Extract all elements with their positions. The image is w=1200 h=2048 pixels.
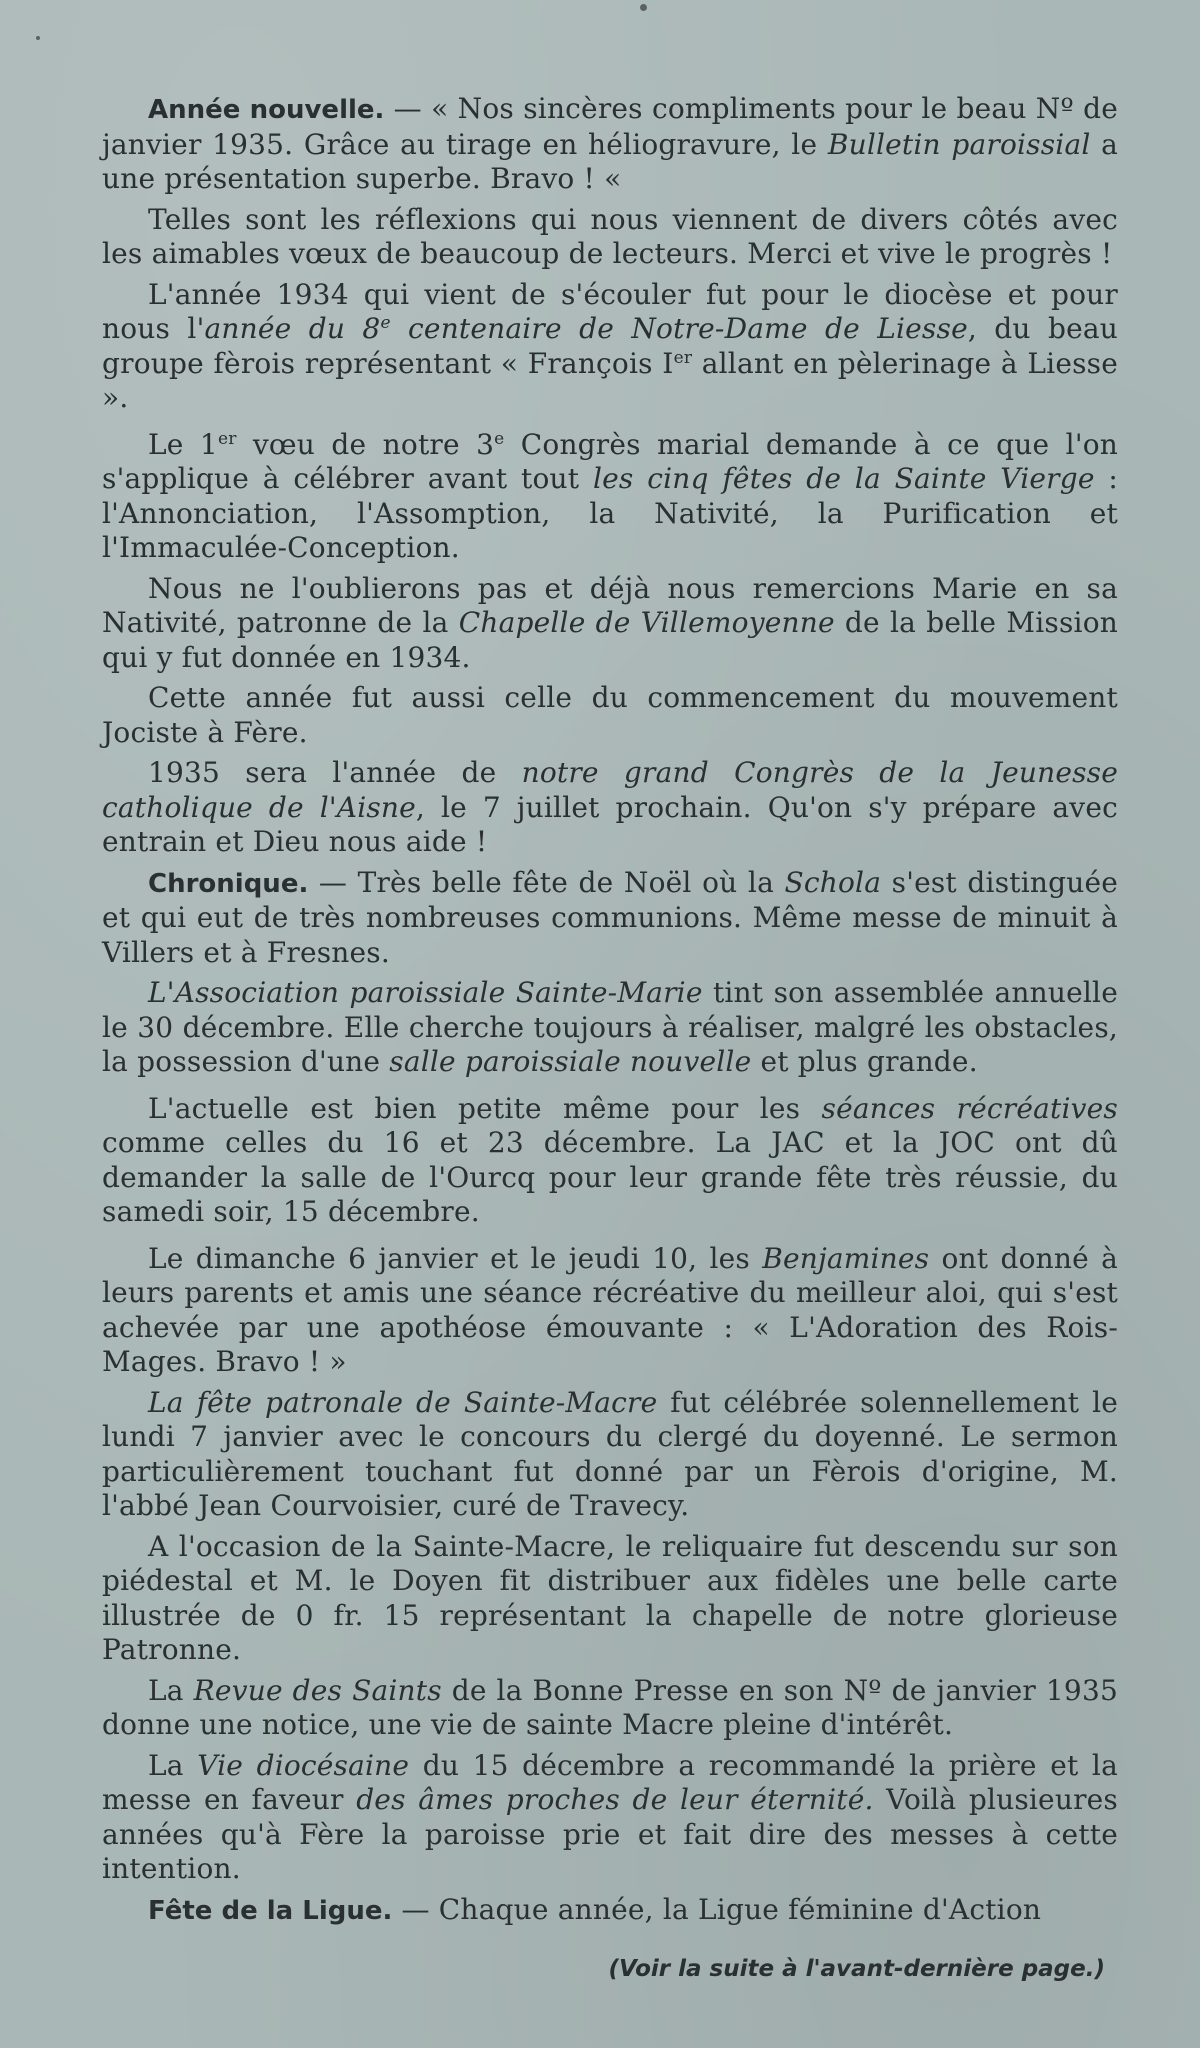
paragraph: La Vie diocésaine du 15 décembre a recommandé la prière et la messe en faveur des âmes proches de leur éternité. Voilà plusieures années qu'à Fère la paroisse prie et fait dire des messes à cette intention. [102,1748,1118,1885]
paragraph: La Revue des Saints de la Bonne Presse en son Nº de janvier 1935 donne une notice, une vie de sainte Macre pleine d'intérêt. [102,1673,1118,1741]
article-column [102,92,1118,1934]
paragraph: Fête de la Ligue. — Chaque année, la Ligue féminine d'Action [148,1892,1042,1926]
paragraph: La fête patronale de Sainte-Macre fut célébrée solennellement le lundi 7 janvier avec le concours du clergé du doyenné. Le sermon particulièrement touchant fut donné par un Fèrois d'origine, M. l'abbé Jean Courvoisier, curé de Travecy. [102,1385,1119,1522]
section-heading-chronique: Chronique. [148,868,309,899]
paragraph: Cette année fut aussi celle du commencement du mouvement Jociste à Fère. [102,681,1118,749]
paragraph: Nous ne l'oublierons pas et déjà nous remercions Marie en sa Nativité, patronne de la Chapelle de Villemoyenne de la belle Mission qui y fut donnée en 1934. [102,571,1118,674]
paragraph: L'Association paroissiale Sainte-Marie tint son assemblée annuelle le 30 décembre. Elle cherche toujours à réaliser, malgré les obstacles, la possession d'une salle paroissiale nouvelle et plus grande. [102,976,1118,1078]
paragraph: Année nouvelle. — « Nos sincères compliments pour le beau Nº de janvier 1935. Grâce au tirage en héliogravure, le Bulletin paroissial a une présentation superbe. Bravo ! « [102,92,1118,195]
paragraph: L'année 1934 qui vient de s'écouler fut pour le diocèse et pour nous l'année du 8e centenaire de Notre-Dame de Liesse, du beau groupe fèrois représentant « François Ier allant en pèlerinage à Liesse ». [102,277,1118,414]
paragraph: Le dimanche 6 janvier et le jeudi 10, les Benjamines ont donné à leurs parents et amis une séance récréative du meilleur aloi, qui s'est achevée par une apothéose émouvante : « L'Adoration des Rois-Mages. Bravo ! » [102,1241,1119,1378]
paragraph: L'actuelle est bien petite même pour les séances récréatives comme celles du 16 et 23 décembre. La JAC et la JOC ont dû demander la salle de l'Ourcq pour leur grande fête très réussie, du samedi soir, 15 décembre. [102,1091,1118,1228]
section-heading-fete-de-la-ligue: Fête de la Ligue. [148,1895,393,1926]
paragraph: Le 1er vœu de notre 3e Congrès marial demande à ce que l'on s'applique à célébrer avant tout les cinq fêtes de la Sainte Vierge : l'Annonciation, l'Assomption, la Nativité, la Purification et l'Immaculée-Conception. [102,427,1119,564]
paragraph: 1935 sera l'année de notre grand Congrès de la Jeunesse catholique de l'Aisne, le 7 juillet prochain. Qu'on s'y prépare avec entrain et Dieu nous aide ! [102,756,1119,858]
paragraph: Chronique. — Très belle fête de Noël où la Schola s'est distinguée et qui eut de très nombreuses communions. Même messe de minuit à Villers et à Fresnes. [102,865,1118,969]
paragraph: Telles sont les réflexions qui nous viennent de divers côtés avec les aimables vœux de beaucoup de lecteurs. Merci et vive le progrès ! [102,202,1118,270]
paragraph: A l'occasion de la Sainte-Macre, le reliquaire fut descendu sur son piédestal et M. le Doyen fit distribuer aux fidèles une belle carte illustrée de 0 fr. 15 représentant la chapelle de notre glorieuse Patronne. [102,1529,1118,1666]
continuation-note: (Voir la suite à l'avant-dernière page.) [608,1956,1105,1982]
ink-speck [36,36,40,40]
section-heading-annee-nouvelle: Année nouvelle. [148,95,385,125]
ink-speck [640,4,647,11]
